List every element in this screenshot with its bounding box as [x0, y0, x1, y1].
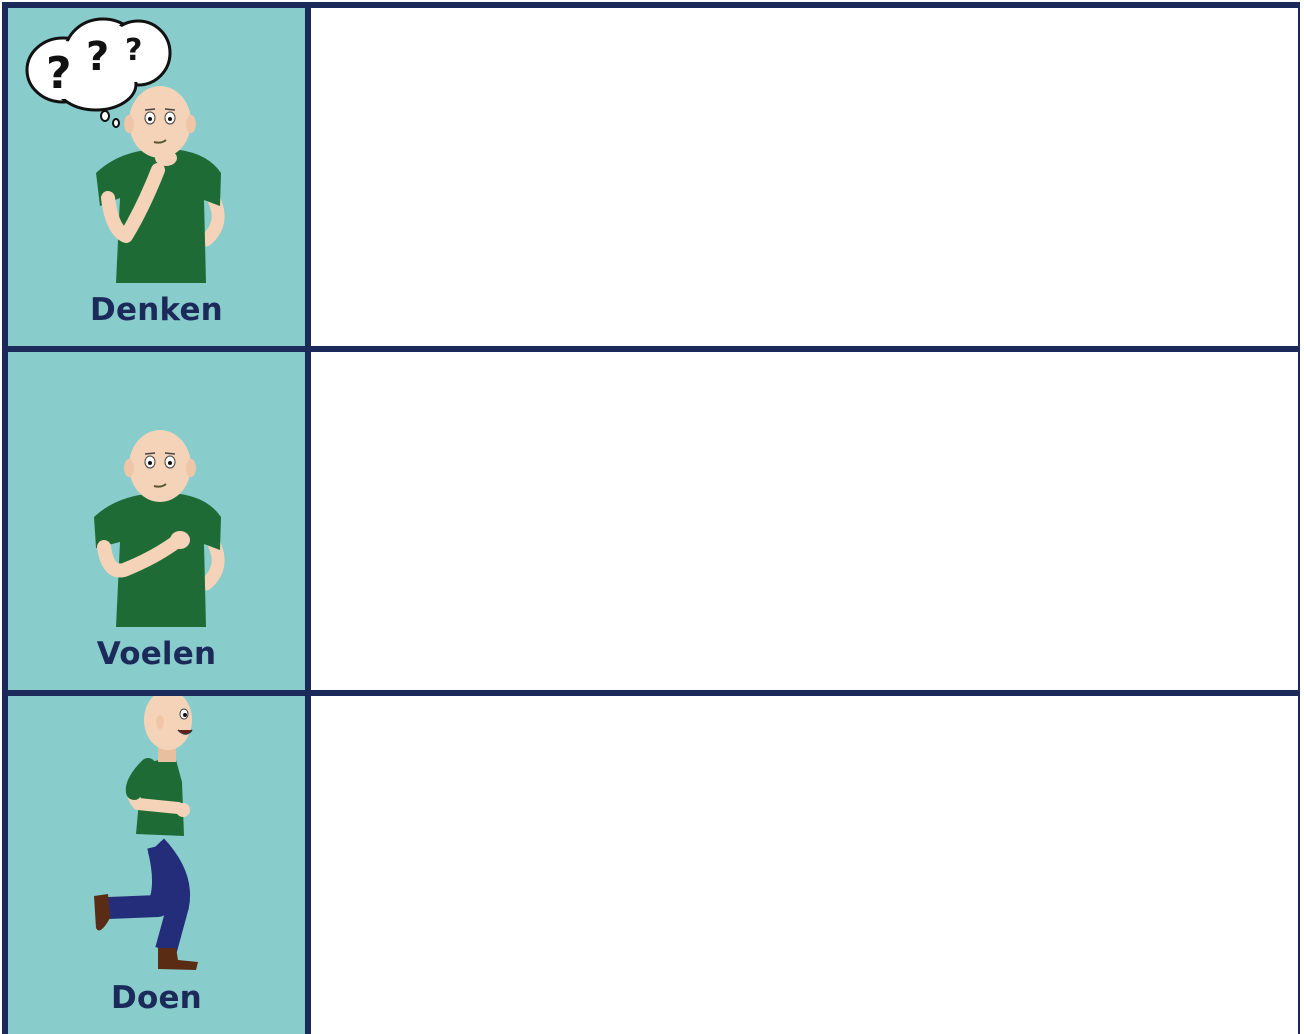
answer-field-voelen[interactable]: [311, 352, 1298, 690]
svg-text:?: ?: [46, 48, 72, 99]
answer-field-denken[interactable]: [311, 8, 1298, 346]
svg-text:?: ?: [86, 34, 110, 80]
row-label-denken: Denken: [90, 292, 223, 328]
row-label-doen: Doen: [111, 980, 202, 1016]
answer-field-doen[interactable]: [311, 696, 1298, 1034]
table-row-denken: [2, 2, 1300, 346]
label-cell-denken: [8, 8, 305, 346]
svg-text:?: ?: [125, 33, 143, 68]
row-label-voelen: Voelen: [96, 636, 217, 672]
table-row-doen: [2, 690, 1300, 1034]
table-row-voelen: [2, 346, 1300, 690]
label-cell-doen: [8, 696, 305, 1034]
worksheet-table: [2, 2, 1300, 1034]
label-cell-voelen: [8, 352, 305, 690]
